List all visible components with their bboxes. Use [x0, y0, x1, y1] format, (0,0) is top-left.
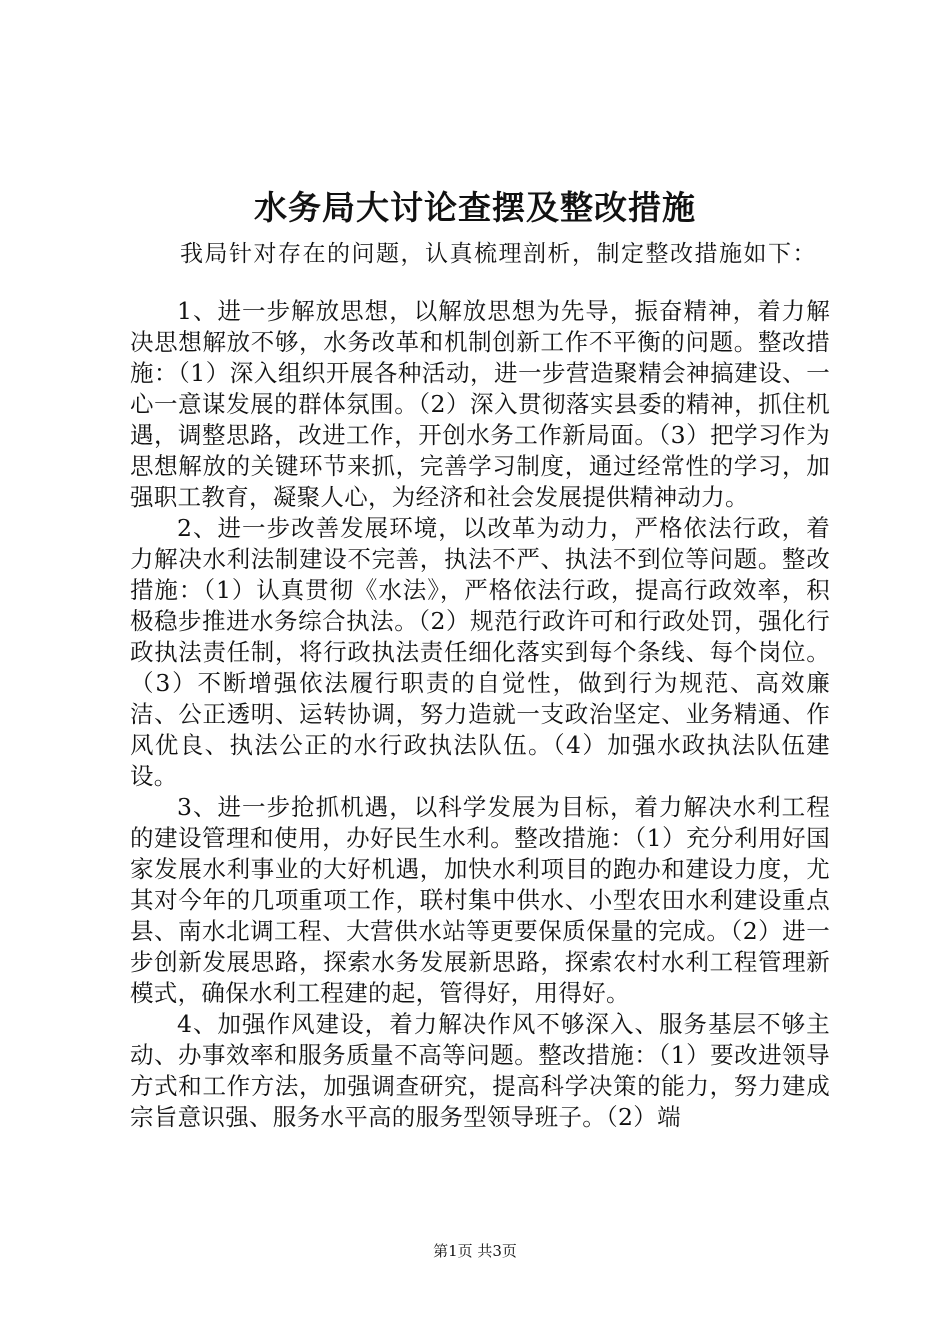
page-number: 第1页 共3页: [433, 1242, 517, 1260]
paragraph-4: 4、加强作风建设，着力解决作风不够深入、服务基层不够主动、办事效率和服务质量不高等问题。整改措施：（1）要改进领导方式和工作方法，加强调查研究，提高科学决策的能力，努力建成宗旨意识强、服务水平高的服务型领导班子。（2）端: [130, 1010, 830, 1131]
paragraph-3: 3、进一步抢抓机遇，以科学发展为目标，着力解决水利工程的建设管理和使用，办好民生水利。整改措施：（1）充分利用好国家发展水利事业的大好机遇，加快水利项目的跑办和建设力度，尤其对今年的几项重项工作，联村集中供水、小型农田水利建设重点县、南水北调工程、大营供水站等更要保质保量的完成。（2）进一步创新发展思路，探索水务发展新思路，探索农村水利工程管理新模式，确保水利工程建的起，管得好，用得好。: [130, 793, 830, 1007]
paragraph-1: 1、进一步解放思想，以解放思想为先导，振奋精神，着力解决思想解放不够，水务改革和机制创新工作不平衡的问题。整改措施：（1）深入组织开展各种活动，进一步营造聚精会神搞建设、一心一意谋发展的群体氛围。（2）深入贯彻落实县委的精神，抓住机遇，调整思路，改进工作，开创水务工作新局面。（3）把学习作为思想解放的关键环节来抓，完善学习制度，通过经常性的学习，加强职工教育，凝聚人心，为经济和社会发展提供精神动力。: [130, 297, 830, 511]
paragraph-2: 2、进一步改善发展环境，以改革为动力，严格依法行政，着力解决水利法制建设不完善，执法不严、执法不到位等问题。整改措施：（1）认真贯彻《水法》，严格依法行政，提高行政效率，积极稳步推进水务综合执法。（2）规范行政许可和行政处罚，强化行政执法责任制，将行政执法责任细化落实到每个条线、每个岗位。（3）不断增强依法履行职责的自觉性，做到行为规范、高效廉洁、公正透明、运转协调，努力造就一支政治坚定、业务精通、作风优良、执法公正的水行政执法队伍。（4）加强水政执法队伍建设。: [130, 514, 830, 790]
document-body: [130, 296, 830, 1133]
document-title: 水务局大讨论查摆及整改措施: [254, 188, 696, 227]
intro-text: 我局针对存在的问题，认真梳理剖析，制定整改措施如下：: [180, 241, 817, 267]
